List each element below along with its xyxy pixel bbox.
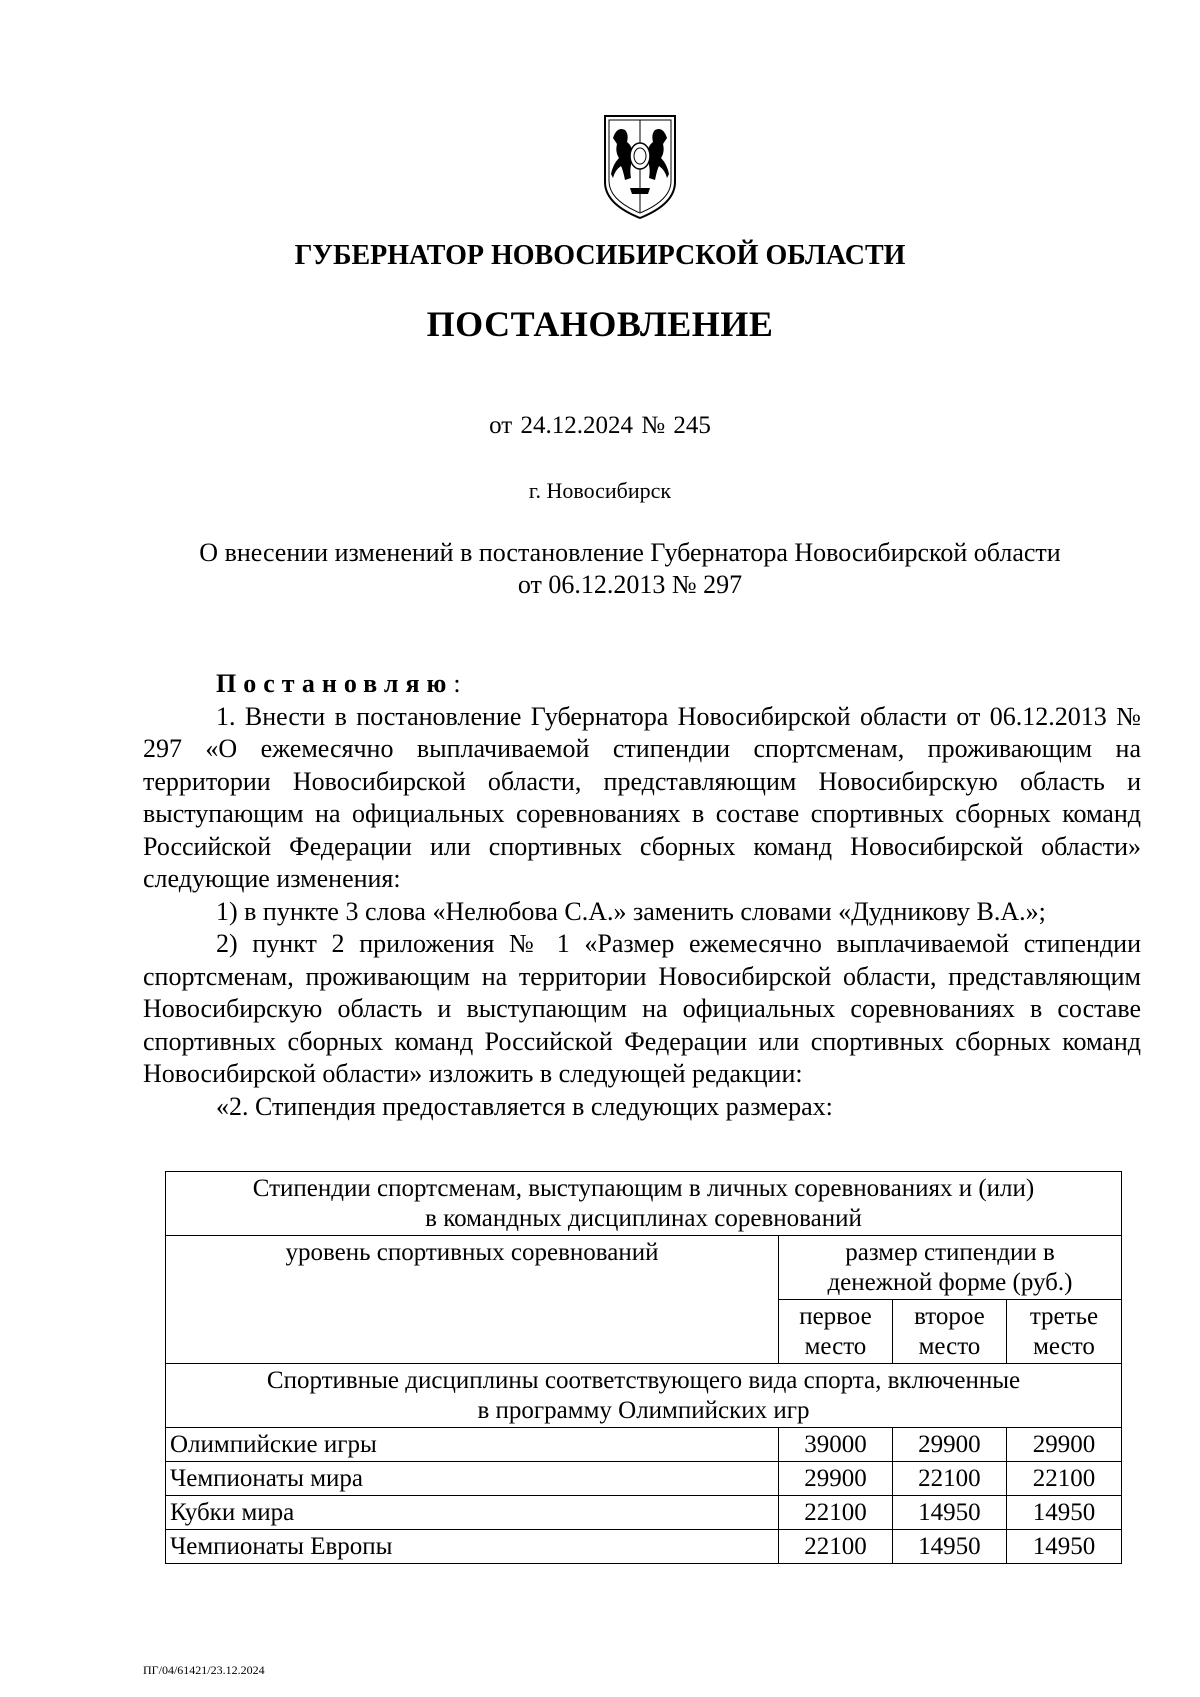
row-third: 22100 (1006, 1462, 1121, 1496)
document-city: г. Новосибирск (528, 478, 672, 503)
row-third: 29900 (1006, 1428, 1121, 1462)
document-date-number: от 24.12.2024 № 245 (489, 412, 711, 439)
place-label: место (918, 1333, 981, 1360)
place-word: первое (799, 1303, 872, 1330)
place-word: второе (914, 1303, 985, 1330)
table-header-row (166, 1236, 1122, 1300)
row-first: 22100 (778, 1496, 892, 1530)
place-label: место (804, 1333, 867, 1360)
subject-line-1: О внесении изменений в постановление Губернатора Новосибирской области (199, 538, 1061, 567)
header-size-line-2: денежной форме (руб.) (827, 1269, 1073, 1296)
decree-heading (216, 668, 1141, 701)
row-third: 14950 (1006, 1530, 1121, 1564)
header-second-place (892, 1300, 1006, 1364)
section-line-2: в программу Олимпийских игр (477, 1397, 810, 1424)
paragraph-3: 2) пункт 2 приложения № 1 «Размер ежемесячно выплачиваемой стипендии спортсменам, проживающим на территории Новосибирской области, представляющим Новосибирскую область и выступающим на официальных соревнованиях в составе спортивных сборных команд Российской Федерации или спортивных сборных команд Новосибирской области» изложить в следующей редакции: (143, 929, 1141, 1088)
header-size (778, 1236, 1121, 1300)
place-label: место (1033, 1333, 1095, 1360)
row-first: 29900 (778, 1462, 892, 1496)
header-third-place (1006, 1300, 1121, 1364)
row-second: 14950 (892, 1496, 1006, 1530)
row-second: 29900 (892, 1428, 1006, 1462)
table-title-line-1: Стипендии спортсменам, выступающим в личных соревнованиях и (или) (252, 1175, 1035, 1202)
paragraph-1: 1. Внести в постановление Губернатора Новосибирской области от 06.12.2013 № 297 «О ежемесячно выплачиваемой стипендии спортсменам, проживающим на территории Новосибирской области, представляющим Новосибирскую область и выступающим на официальных соревнованиях в составе спортивных сборных команд Российской Федерации или спортивных сборных команд Новосибирской области» следующие изменения: (143, 701, 1141, 893)
header-size-line-1: размер стипендии в (845, 1239, 1055, 1266)
decree-word: Постановляю (216, 669, 454, 698)
document-subject (140, 537, 1120, 601)
paragraph-4: «2. Стипендия предоставляется в следующих размерах: (216, 1091, 833, 1121)
section-line-1: Спортивные дисциплины соответствующего вида спорта, включенные (266, 1367, 1021, 1394)
row-level: Олимпийские игры (166, 1428, 779, 1462)
table-row (166, 1496, 1122, 1530)
stipend-table (165, 1171, 1122, 1564)
decree-colon: : (453, 669, 461, 698)
section-cell (166, 1364, 1122, 1428)
row-third: 14950 (1006, 1496, 1121, 1530)
paragraph-2: 1) в пункте 3 слова «Нелюбова С.А.» заменить словами «Дудникову В.А.»; (216, 896, 1046, 926)
issuing-authority: ГУБЕРНАТОР НОВОСИБИРСКОЙ ОБЛАСТИ (294, 240, 906, 271)
coat-of-arms-icon (599, 112, 681, 222)
document-code: ПГ/04/61421/23.12.2024 (143, 1663, 265, 1677)
table-row (166, 1462, 1122, 1496)
header-level: уровень спортивных соревнований (166, 1236, 779, 1364)
document-type: ПОСТАНОВЛЕНИЕ (426, 304, 774, 344)
table-title-row (166, 1172, 1122, 1236)
table-title-line-2: в командных дисциплинах соревнований (425, 1205, 862, 1232)
table-row (166, 1428, 1122, 1462)
row-level: Чемпионаты Европы (166, 1530, 779, 1564)
subject-line-2: от 06.12.2013 № 297 (517, 570, 743, 599)
row-second: 22100 (892, 1462, 1006, 1496)
place-word: третье (1029, 1303, 1099, 1330)
row-first: 39000 (778, 1428, 892, 1462)
table-title-cell (166, 1172, 1122, 1236)
row-level: Кубки мира (166, 1496, 779, 1530)
table-row (166, 1530, 1122, 1564)
document-body (143, 668, 1141, 1123)
row-level: Чемпионаты мира (166, 1462, 779, 1496)
header-first-place (778, 1300, 892, 1364)
table-section-row (166, 1364, 1122, 1428)
row-first: 22100 (778, 1530, 892, 1564)
row-second: 14950 (892, 1530, 1006, 1564)
